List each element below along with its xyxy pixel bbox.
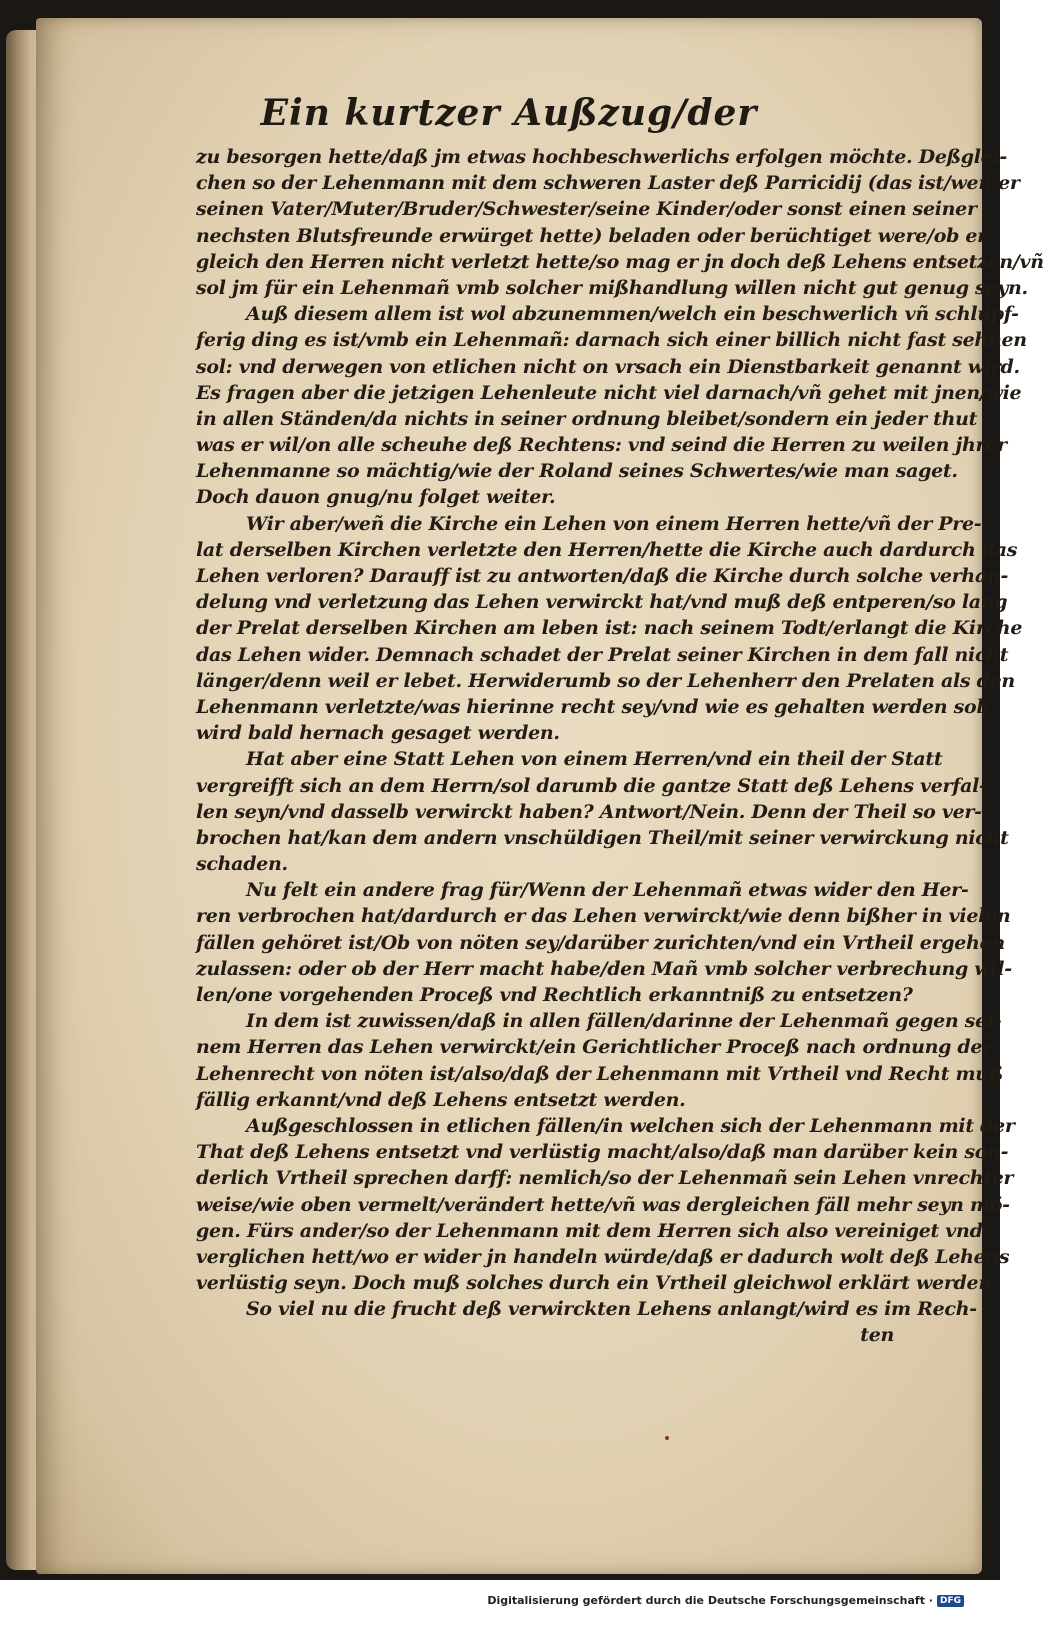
text-line: nem Herren das Lehen verwirckt/ein Gerichtlicher Proceß nach ordnung der — [196, 1036, 992, 1059]
text-line: sol: vnd derwegen von etlichen nicht on vrsach ein Dienstbarkeit genannt wird. — [196, 355, 1020, 378]
footer-strip — [0, 1580, 1000, 1627]
text-line: wird bald hernach gesaget werden. — [196, 722, 560, 745]
text-line: Lehenrecht von nöten ist/also/daß der Lehenmann mit Vrtheil vnd Recht muß — [196, 1062, 1003, 1085]
text-line: Nu felt ein andere frag für/Wenn der Lehenmañ etwas wider den Her- — [246, 879, 969, 902]
text-line: Lehenmann verletzte/was hierinne recht sey/vnd wie es gehalten werden sol/ — [196, 695, 990, 718]
text-line: weise/wie oben vermelt/verändert hette/vñ was dergleichen fäll mehr seyn mö- — [196, 1193, 1010, 1216]
footer-credit-text: Digitalisierung gefördert durch die Deutsche Forschungsgemeinschaft · — [487, 1594, 933, 1607]
text-line: Lehen verloren? Darauff ist zu antworten/daß die Kirche durch solche verhan- — [196, 565, 1009, 587]
text-line: Hat aber eine Statt Lehen von einem Herren/vnd ein theil der Statt — [246, 748, 943, 771]
text-line: was er wil/on alle scheuhe deß Rechtens: vnd seind die Herren zu weilen jhrer — [196, 434, 1007, 457]
running-head: Ein kurtzer Außzug/der — [260, 92, 758, 134]
book-page — [36, 18, 1044, 1574]
text-line: So viel nu die frucht deß verwirckten Lehens anlangt/wird es im Rech- — [246, 1298, 977, 1321]
text-line: Wir aber/weñ die Kirche ein Lehen von einem Herren hette/vñ der Pre- — [246, 512, 982, 535]
text-line: ferig ding es ist/vmb ein Lehenmañ: darnach sich einer billich nicht fast sehnen — [196, 329, 1027, 352]
text-line: chen so der Lehenmann mit dem schweren Laster deß Parricidij (das ist/weñ er — [196, 172, 1020, 195]
text-line: Es fragen aber die jetzigen Lehenleute nicht viel darnach/vñ gehet mit jnen/wie — [196, 381, 1022, 404]
text-line: delung vnd verletzung das Lehen verwirckt hat/vnd muß deß entperen/so lang — [196, 591, 1008, 614]
text-line: verglichen hett/wo er wider jn handeln würde/daß er dadurch wolt deß Lehens — [196, 1245, 1010, 1268]
text-line: gleich den Herren nicht verletzt hette/so mag er jn doch deß Lehens entsetzen/vñ — [196, 250, 1044, 273]
text-line: That deß Lehens entsetzt vnd verlüstig macht/also/daß man darüber kein son- — [196, 1141, 1009, 1164]
ink-spot — [665, 1436, 669, 1440]
text-line: das Lehen wider. Demnach schadet der Prelat seiner Kirchen in dem fall nicht — [196, 643, 1009, 666]
text-line: seinen Vater/Muter/Bruder/Schwester/seine Kinder/oder sonst einen seiner — [196, 198, 977, 221]
text-line: nechsten Blutsfreunde erwürget hette) beladen oder berüchtiget were/ob er — [196, 224, 987, 247]
text-line: ren verbrochen hat/dardurch er das Lehen verwirckt/wie denn bißher in vielen — [196, 905, 1011, 928]
text-line: Auß diesem allem ist wol abzunemmen/welch ein beschwerlich vñ schlüpf- — [246, 303, 1019, 326]
dfg-logo: DFG — [937, 1595, 964, 1607]
text-line: schaden. — [196, 853, 288, 876]
text-line: der Prelat derselben Kirchen am leben ist: nach seinem Todt/erlangt die Kirche — [196, 617, 1023, 640]
text-line: gen. Fürs ander/so der Lehenmann mit dem Herren sich also vereiniget vnd — [196, 1219, 983, 1242]
text-line: länger/denn weil er lebet. Herwiderumb so der Lehenherr den Prelaten als den — [196, 669, 1015, 692]
footer-credit — [487, 1594, 964, 1607]
text-line: In dem ist zuwissen/daß in allen fällen/darinne der Lehenmañ gegen sei- — [246, 1010, 1002, 1033]
text-line: Lehenmanne so mächtig/wie der Roland seines Schwertes/wie man saget. — [196, 460, 958, 483]
text-line: verlüstig seyn. Doch muß solches durch ein Vrtheil gleichwol erklärt werden. — [196, 1272, 999, 1295]
text-line: vergreifft sich an dem Herrn/sol darumb die gantze Statt deß Lehens verfal- — [196, 774, 987, 797]
catchword: ten — [860, 1324, 894, 1347]
text-line: len/one vorgehenden Proceß vnd Rechtlich erkanntniß zu entsetzen? — [196, 984, 913, 1006]
text-line: Doch dauon gnug/nu folget weiter. — [196, 486, 556, 509]
text-line: lat derselben Kirchen verletzte den Herren/hette die Kirche auch dardurch das — [196, 538, 1018, 561]
text-line: zu besorgen hette/daß jm etwas hochbeschwerlichs erfolgen möchte. Deßglei- — [196, 146, 1007, 168]
text-line: fällen gehöret ist/Ob von nöten sey/darüber zurichten/vnd ein Vrtheil ergehen — [196, 931, 1005, 954]
text-line: len seyn/vnd dasselb verwirckt haben? Antwort/Nein. Denn der Theil so ver- — [196, 800, 982, 823]
text-line: derlich Vrtheil sprechen darff: nemlich/so der Lehenmañ sein Lehen vnrechter — [196, 1167, 1014, 1190]
text-line: brochen hat/kan dem andern vnschüldigen Theil/mit seiner verwirckung nicht — [196, 826, 1009, 849]
text-line: in allen Ständen/da nichts in seiner ordnung bleibet/sondern ein jeder thut — [196, 407, 978, 430]
text-line: Außgeschlossen in etlichen fällen/in welchen sich der Lehenmann mit der — [246, 1114, 1015, 1137]
text-line: sol jm für ein Lehenmañ vmb solcher mißhandlung willen nicht gut genug seyn. — [196, 276, 1028, 299]
body-text — [196, 144, 1044, 1349]
text-line: zulassen: oder ob der Herr macht habe/den Mañ vmb solcher verbrechung wil- — [196, 957, 1012, 980]
text-line: fällig erkannt/vnd deß Lehens entsetzt werden. — [196, 1088, 686, 1111]
